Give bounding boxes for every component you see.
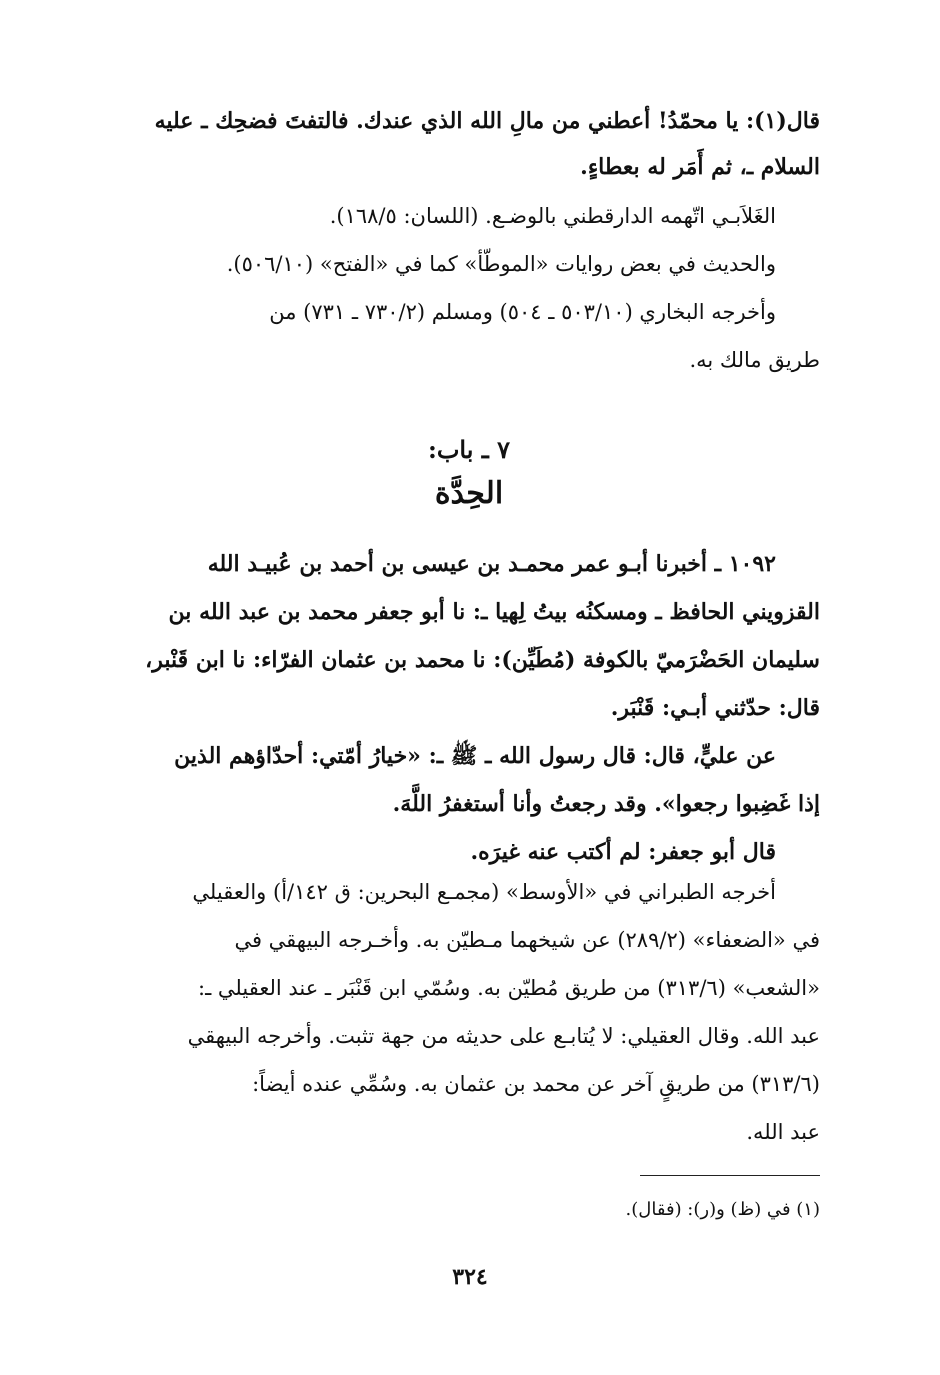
footnote: (١) في (ظ) و(ر): (فقال).	[625, 1199, 820, 1220]
footnote-divider	[640, 1175, 820, 1176]
hadith-comment: قال أبو جعفر: لم أكتب عنه غيرَه.	[470, 839, 776, 865]
note-line-3: وأخرجه البخاري (٥٠٣/١٠ ـ ٥٠٤) ومسلم (٧٣٠/٢ ـ ٧٣١) من	[269, 300, 776, 324]
note-line-2: والحديث في بعض روايات «الموطّأ» كما في «الفتح» (٥٠٦/١٠).	[226, 252, 776, 276]
notes-paragraph	[118, 192, 820, 384]
takhrij-paragraph	[118, 868, 820, 1156]
takhrij-line-6: عبد الله.	[746, 1120, 820, 1144]
narration-line-1: قال(١): يا محمّدُ! أعطني من مالِ الله الذي عندك. فالتفتَ فضحِك ـ عليه	[154, 108, 820, 134]
takhrij-line-2: في «الضعفاء» (٢٨٩/٢) عن شيخهما مـطيّن به. وأخـرجه البيهقي في	[234, 928, 820, 952]
matn-line-1: عن عليٍّ، قال: قال رسول الله ـ ﷺ ـ: «خيارُ أمّتي: أحدّاؤهم الذين	[174, 743, 776, 769]
note-line-1: الغَلاَبـي اتّهمه الدارقطني بالوضـع. (اللسان: ١٦٨/٥).	[329, 204, 776, 228]
note-line-4: طريق مالك به.	[689, 348, 820, 372]
narration-line-2: السلام ـ، ثم أَمَر له بعطاءٍ.	[580, 154, 820, 180]
takhrij-line-3: «الشعب» (٣١٣/٦) من طريق مُطيّن به. وسُمّي ابن قَنْبَر ـ عند العقيلي ـ:	[198, 976, 820, 1000]
isnad-line-2: القزويني الحافظ ـ ومسكنُه بيتُ لِهيا ـ: نا أبو جعفر محمد بن عبد الله بن	[168, 599, 820, 625]
matn-line-2: إذا غَضِبوا رجعوا». وقد رجعتُ وأنا أستغفرُ اللَّهَ.	[392, 791, 820, 817]
isnad-line-4: قال: حدّثني أبـي: قَنْبَر.	[610, 695, 820, 721]
takhrij-line-1: أخرجه الطبراني في «الأوسط» (مجمـع البحرين: ق ١٤٢/أ) والعقيلي	[192, 880, 776, 904]
isnad-line-3: سليمان الحَضْرَميّ بالكوفة (مُطَيِّن): نا محمد بن عثمان الفرّاء: نا ابن قَنْبر،	[145, 647, 820, 673]
isnad-line-1: ١٠٩٢ ـ أخبرنا أبـو عمر محمـد بن عيسى بن أحمد بن عُبيـد الله	[207, 551, 776, 577]
page-number: ٣٢٤	[452, 1264, 488, 1290]
chapter-number: ٧ ـ باب:	[427, 435, 511, 464]
takhrij-line-5: (٣١٣/٦) من طريقٍ آخر عن محمد بن عثمان به. وسُمِّي عنده أيضاً:	[252, 1072, 820, 1096]
chapter-title: الحِدَّة	[434, 476, 504, 511]
narration-paragraph	[118, 98, 820, 190]
hadith-block	[118, 540, 820, 876]
takhrij-line-4: عبد الله. وقال العقيلي: لا يُتابـع على حديثه من جهة تثبت. وأخرجه البيهقي	[187, 1024, 820, 1048]
